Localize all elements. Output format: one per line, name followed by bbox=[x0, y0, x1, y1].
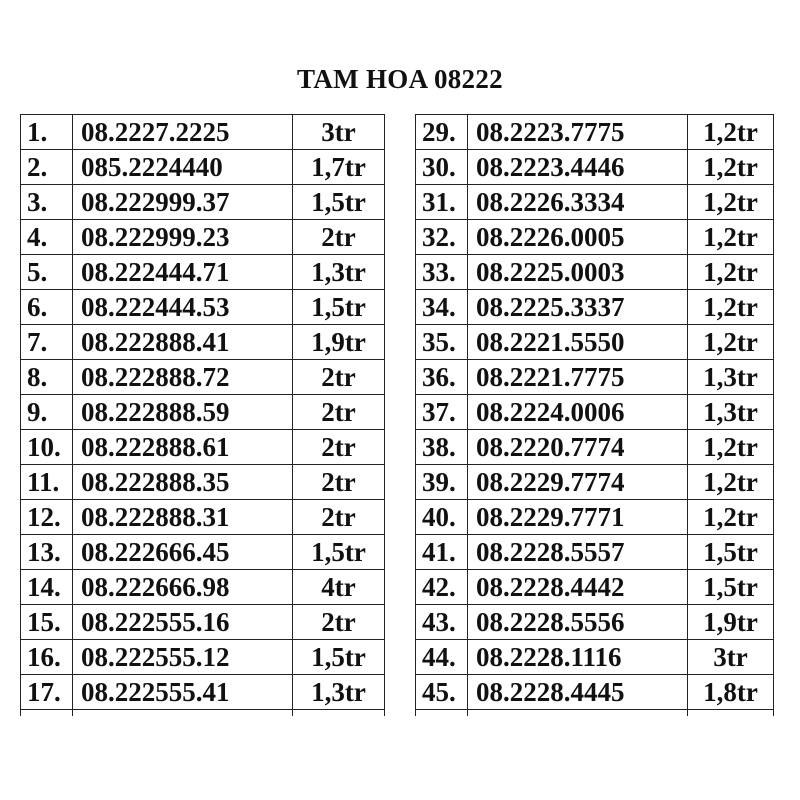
row-index: 6. bbox=[21, 290, 73, 325]
phone-number: 08.2227.2225 bbox=[73, 115, 293, 150]
price: 1,2tr bbox=[688, 430, 774, 465]
phone-number: 08.222444.53 bbox=[73, 290, 293, 325]
row-index: 5. bbox=[21, 255, 73, 290]
phone-number: 08.222555.12 bbox=[73, 640, 293, 675]
price: 1,3tr bbox=[293, 255, 385, 290]
phone-number: 08.222888.35 bbox=[73, 465, 293, 500]
row-index: 33. bbox=[416, 255, 468, 290]
table-row bbox=[21, 115, 385, 150]
phone-number: 08.222888.31 bbox=[73, 500, 293, 535]
row-index: 13. bbox=[21, 535, 73, 570]
price: 1,5tr bbox=[293, 290, 385, 325]
left-table-body bbox=[21, 115, 385, 716]
price: 2tr bbox=[293, 395, 385, 430]
phone-number: 08.2228.4445 bbox=[468, 675, 688, 710]
price: 1,2tr bbox=[688, 185, 774, 220]
empty-cell bbox=[688, 710, 774, 716]
right-price-table bbox=[415, 114, 774, 716]
price: 1,7tr bbox=[293, 150, 385, 185]
table-row bbox=[416, 325, 774, 360]
table-row bbox=[21, 220, 385, 255]
phone-number: 08.222444.71 bbox=[73, 255, 293, 290]
phone-number: 08.2223.4446 bbox=[468, 150, 688, 185]
row-index: 37. bbox=[416, 395, 468, 430]
table-row bbox=[416, 570, 774, 605]
table-row bbox=[21, 605, 385, 640]
price: 2tr bbox=[293, 430, 385, 465]
row-index: 15. bbox=[21, 605, 73, 640]
price: 2tr bbox=[293, 605, 385, 640]
phone-number: 08.222555.41 bbox=[73, 675, 293, 710]
row-index: 12. bbox=[21, 500, 73, 535]
price: 1,2tr bbox=[688, 255, 774, 290]
row-index: 40. bbox=[416, 500, 468, 535]
table-row bbox=[416, 500, 774, 535]
row-index: 10. bbox=[21, 430, 73, 465]
row-index: 17. bbox=[21, 675, 73, 710]
phone-number: 08.2225.3337 bbox=[468, 290, 688, 325]
table-row bbox=[21, 255, 385, 290]
row-index: 39. bbox=[416, 465, 468, 500]
price: 1,2tr bbox=[688, 115, 774, 150]
phone-number: 08.2221.7775 bbox=[468, 360, 688, 395]
phone-number: 08.2229.7771 bbox=[468, 500, 688, 535]
table-row bbox=[21, 640, 385, 675]
left-price-table bbox=[20, 114, 385, 716]
price: 1,3tr bbox=[293, 675, 385, 710]
row-index: 44. bbox=[416, 640, 468, 675]
table-row bbox=[416, 255, 774, 290]
row-index: 7. bbox=[21, 325, 73, 360]
price: 1,2tr bbox=[688, 220, 774, 255]
table-row bbox=[21, 185, 385, 220]
phone-number: 08.2228.4442 bbox=[468, 570, 688, 605]
phone-number: 08.2224.0006 bbox=[468, 395, 688, 430]
table-row bbox=[416, 535, 774, 570]
phone-number: 08.222888.72 bbox=[73, 360, 293, 395]
price: 1,2tr bbox=[688, 290, 774, 325]
row-index: 11. bbox=[21, 465, 73, 500]
phone-number: 08.2228.5557 bbox=[468, 535, 688, 570]
phone-number: 08.222999.23 bbox=[73, 220, 293, 255]
table-row bbox=[416, 290, 774, 325]
price: 1,5tr bbox=[293, 640, 385, 675]
right-table-body bbox=[416, 115, 774, 716]
price: 1,2tr bbox=[688, 150, 774, 185]
price: 1,5tr bbox=[293, 535, 385, 570]
price: 1,5tr bbox=[688, 570, 774, 605]
price: 2tr bbox=[293, 220, 385, 255]
row-index: 34. bbox=[416, 290, 468, 325]
table-row bbox=[416, 185, 774, 220]
empty-cell bbox=[416, 710, 468, 716]
empty-cell bbox=[21, 710, 73, 716]
price: 1,2tr bbox=[688, 325, 774, 360]
table-row bbox=[21, 500, 385, 535]
row-index: 30. bbox=[416, 150, 468, 185]
table-row bbox=[416, 640, 774, 675]
empty-cell bbox=[293, 710, 385, 716]
price: 1,3tr bbox=[688, 360, 774, 395]
phone-number: 085.2224440 bbox=[73, 150, 293, 185]
table-row bbox=[21, 430, 385, 465]
phone-number: 08.222888.61 bbox=[73, 430, 293, 465]
phone-number: 08.2226.0005 bbox=[468, 220, 688, 255]
row-index: 16. bbox=[21, 640, 73, 675]
price: 1,9tr bbox=[293, 325, 385, 360]
table-row bbox=[21, 570, 385, 605]
table-row bbox=[21, 290, 385, 325]
empty-cell bbox=[468, 710, 688, 716]
price: 4tr bbox=[293, 570, 385, 605]
row-index: 2. bbox=[21, 150, 73, 185]
row-index: 1. bbox=[21, 115, 73, 150]
phone-number: 08.2223.7775 bbox=[468, 115, 688, 150]
row-index: 4. bbox=[21, 220, 73, 255]
row-index: 8. bbox=[21, 360, 73, 395]
table-row bbox=[416, 220, 774, 255]
price: 3tr bbox=[293, 115, 385, 150]
table-row bbox=[416, 465, 774, 500]
phone-number: 08.2228.5556 bbox=[468, 605, 688, 640]
price: 2tr bbox=[293, 360, 385, 395]
row-index: 41. bbox=[416, 535, 468, 570]
table-row bbox=[416, 115, 774, 150]
table-row bbox=[416, 150, 774, 185]
table-row bbox=[416, 675, 774, 710]
row-index: 32. bbox=[416, 220, 468, 255]
table-row bbox=[416, 360, 774, 395]
row-index: 9. bbox=[21, 395, 73, 430]
empty-cell bbox=[73, 710, 293, 716]
price: 1,9tr bbox=[688, 605, 774, 640]
phone-number: 08.2225.0003 bbox=[468, 255, 688, 290]
phone-number: 08.222555.16 bbox=[73, 605, 293, 640]
row-index: 35. bbox=[416, 325, 468, 360]
phone-number: 08.222666.98 bbox=[73, 570, 293, 605]
row-index: 3. bbox=[21, 185, 73, 220]
row-index: 43. bbox=[416, 605, 468, 640]
price: 1,5tr bbox=[293, 185, 385, 220]
phone-number: 08.222666.45 bbox=[73, 535, 293, 570]
price: 2tr bbox=[293, 500, 385, 535]
table-row bbox=[21, 465, 385, 500]
table-row bbox=[21, 535, 385, 570]
phone-number: 08.222999.37 bbox=[73, 185, 293, 220]
row-index: 29. bbox=[416, 115, 468, 150]
price: 1,2tr bbox=[688, 500, 774, 535]
price: 3tr bbox=[688, 640, 774, 675]
price: 1,8tr bbox=[688, 675, 774, 710]
phone-number: 08.2221.5550 bbox=[468, 325, 688, 360]
phone-number: 08.2229.7774 bbox=[468, 465, 688, 500]
row-index: 45. bbox=[416, 675, 468, 710]
table-row bbox=[416, 430, 774, 465]
phone-number: 08.2226.3334 bbox=[468, 185, 688, 220]
table-row bbox=[416, 395, 774, 430]
row-index: 31. bbox=[416, 185, 468, 220]
price: 1,2tr bbox=[688, 465, 774, 500]
table-row bbox=[21, 150, 385, 185]
page-title: TAM HOA 08222 bbox=[297, 64, 503, 94]
table-row-cut-off bbox=[416, 710, 774, 716]
table-row bbox=[21, 360, 385, 395]
row-index: 42. bbox=[416, 570, 468, 605]
table-row-cut-off bbox=[21, 710, 385, 716]
price: 1,3tr bbox=[688, 395, 774, 430]
table-row bbox=[416, 605, 774, 640]
phone-number: 08.222888.41 bbox=[73, 325, 293, 360]
row-index: 14. bbox=[21, 570, 73, 605]
price: 1,5tr bbox=[688, 535, 774, 570]
table-row bbox=[21, 675, 385, 710]
phone-number: 08.2228.1116 bbox=[468, 640, 688, 675]
price: 2tr bbox=[293, 465, 385, 500]
row-index: 36. bbox=[416, 360, 468, 395]
row-index: 38. bbox=[416, 430, 468, 465]
phone-number: 08.222888.59 bbox=[73, 395, 293, 430]
table-row bbox=[21, 325, 385, 360]
phone-number: 08.2220.7774 bbox=[468, 430, 688, 465]
table-row bbox=[21, 395, 385, 430]
